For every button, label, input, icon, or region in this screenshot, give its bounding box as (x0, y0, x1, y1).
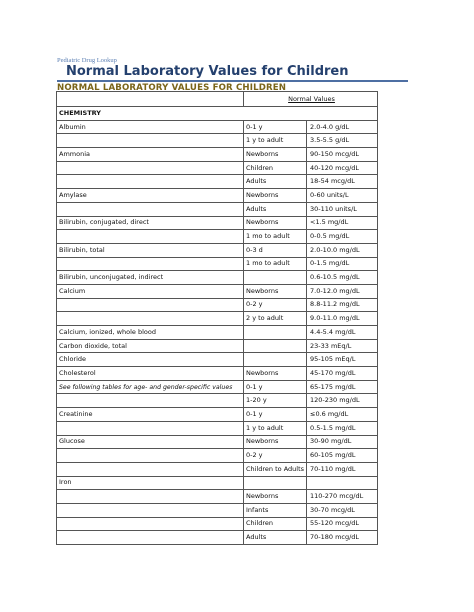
table-row (57, 271, 378, 285)
test-name-cell (57, 134, 244, 148)
section-row-chemistry (57, 107, 378, 121)
normal-value-cell: 30-90 mg/dL (307, 435, 378, 449)
section-label: CHEMISTRY (57, 107, 378, 121)
age-group-cell: 1 y to adult (244, 421, 307, 435)
age-group-cell: 0-2 y (244, 449, 307, 463)
normal-value-cell: 0.5-1.5 mg/dL (307, 421, 378, 435)
table-row (57, 161, 378, 175)
age-group-cell: Adults (244, 202, 307, 216)
normal-value-cell: 70-180 mcg/dL (307, 531, 378, 545)
test-name-cell (57, 312, 244, 326)
test-name-cell (57, 257, 244, 271)
age-group-cell: Newborns (244, 284, 307, 298)
table-row (57, 435, 378, 449)
table-row (57, 243, 378, 257)
table-row (57, 216, 378, 230)
test-name-cell: Bilirubin, unconjugated, indirect (57, 271, 244, 285)
table-row (57, 120, 378, 134)
source-caption: Pediatric Drug Lookup (57, 57, 117, 64)
normal-value-cell: 30-70 mcg/dL (307, 503, 378, 517)
test-name-cell (57, 462, 244, 476)
age-group-cell: Adults (244, 531, 307, 545)
table-row (57, 476, 378, 490)
test-name-cell (57, 394, 244, 408)
age-group-cell: 0-1 y (244, 380, 307, 394)
normal-value-cell: 0-1.5 mg/dL (307, 257, 378, 271)
test-name-cell (57, 490, 244, 504)
table-header-row (57, 92, 378, 107)
age-group-cell (244, 339, 307, 353)
table-row (57, 367, 378, 381)
normal-value-cell (307, 476, 378, 490)
test-name-cell: Amylase (57, 189, 244, 203)
test-name-cell: Ammonia (57, 148, 244, 162)
age-group-cell: Children (244, 517, 307, 531)
normal-value-cell: 4.4-5.4 mg/dL (307, 326, 378, 340)
table-row (57, 421, 378, 435)
normal-value-cell: 65-175 mg/dL (307, 380, 378, 394)
test-name-cell: Carbon dioxide, total (57, 339, 244, 353)
test-name-cell: See following tables for age- and gender-specific values (57, 380, 244, 394)
normal-value-cell: 55-120 mcg/dL (307, 517, 378, 531)
table-row (57, 189, 378, 203)
table-row (57, 380, 378, 394)
test-name-cell (57, 175, 244, 189)
table-row (57, 531, 378, 545)
normal-value-cell: 45-170 mg/dL (307, 367, 378, 381)
normal-value-cell: 110-270 mcg/dL (307, 490, 378, 504)
age-group-cell: Children to Adults (244, 462, 307, 476)
normal-value-cell: 18-54 mcg/dL (307, 175, 378, 189)
test-name-cell (57, 161, 244, 175)
table-row (57, 517, 378, 531)
normal-value-cell: 120-230 mg/dL (307, 394, 378, 408)
normal-value-cell: ≤0.6 mg/dL (307, 408, 378, 422)
age-group-cell: Children (244, 161, 307, 175)
test-name-cell: Bilirubin, conjugated, direct (57, 216, 244, 230)
test-name-cell: Albumin (57, 120, 244, 134)
test-name-cell: Calcium (57, 284, 244, 298)
normal-value-cell: 60-105 mg/dL (307, 449, 378, 463)
test-name-cell (57, 421, 244, 435)
column-header-label: Normal Values (288, 94, 335, 103)
test-name-cell (57, 503, 244, 517)
table-row (57, 339, 378, 353)
age-group-cell: 0-3 d (244, 243, 307, 257)
table-row (57, 134, 378, 148)
age-group-cell: Adults (244, 175, 307, 189)
table-row (57, 490, 378, 504)
section-heading: NORMAL LABORATORY VALUES FOR CHILDREN (57, 83, 287, 93)
age-group-cell: 1 mo to adult (244, 257, 307, 271)
test-name-cell: Iron (57, 476, 244, 490)
age-group-cell (244, 326, 307, 340)
normal-value-cell: <1.5 mg/dL (307, 216, 378, 230)
test-name-cell: Chloride (57, 353, 244, 367)
table-row (57, 148, 378, 162)
table-body (57, 107, 378, 545)
age-group-cell: Infants (244, 503, 307, 517)
table-row (57, 462, 378, 476)
table-row (57, 503, 378, 517)
age-group-cell: Newborns (244, 189, 307, 203)
table-row (57, 408, 378, 422)
normal-value-cell: 8.8-11.2 mg/dL (307, 298, 378, 312)
test-name-cell (57, 517, 244, 531)
age-group-cell: 0-2 y (244, 298, 307, 312)
age-group-cell (244, 476, 307, 490)
table-row (57, 298, 378, 312)
age-group-cell: Newborns (244, 367, 307, 381)
test-name-cell (57, 202, 244, 216)
normal-value-cell: 90-150 mcg/dL (307, 148, 378, 162)
age-group-cell: 2 y to adult (244, 312, 307, 326)
table-row (57, 449, 378, 463)
age-group-cell: 1 mo to adult (244, 230, 307, 244)
normal-value-cell: 2.0-10.0 mg/dL (307, 243, 378, 257)
age-group-cell (244, 271, 307, 285)
age-group-cell: Newborns (244, 435, 307, 449)
test-name-cell: Calcium, ionized, whole blood (57, 326, 244, 340)
normal-value-cell: 3.5-5.5 g/dL (307, 134, 378, 148)
table-row (57, 326, 378, 340)
normal-value-cell: 23-33 mEq/L (307, 339, 378, 353)
test-name-cell: Cholesterol (57, 367, 244, 381)
table-row (57, 175, 378, 189)
test-name-cell (57, 298, 244, 312)
age-group-cell: Newborns (244, 148, 307, 162)
test-name-cell: Bilirubin, total (57, 243, 244, 257)
normal-value-cell: 7.0-12.0 mg/dL (307, 284, 378, 298)
normal-value-cell: 0-0.5 mg/dL (307, 230, 378, 244)
table-row (57, 284, 378, 298)
normal-value-cell: 2.0-4.0 g/dL (307, 120, 378, 134)
normal-value-cell: 30-110 units/L (307, 202, 378, 216)
title-divider (57, 80, 408, 82)
header-blank-cell (57, 92, 244, 107)
table-row (57, 202, 378, 216)
normal-value-cell: 40-120 mcg/dL (307, 161, 378, 175)
page-title: Normal Laboratory Values for Children (66, 64, 349, 79)
test-name-cell (57, 449, 244, 463)
test-name-cell: Creatinine (57, 408, 244, 422)
age-group-cell (244, 353, 307, 367)
age-group-cell: 1-20 y (244, 394, 307, 408)
test-name-cell: Glucose (57, 435, 244, 449)
age-group-cell: 0-1 y (244, 120, 307, 134)
table-row (57, 394, 378, 408)
normal-value-cell: 70-110 mg/dL (307, 462, 378, 476)
age-group-cell: 0-1 y (244, 408, 307, 422)
table-row (57, 230, 378, 244)
test-name-cell (57, 230, 244, 244)
age-group-cell: Newborns (244, 490, 307, 504)
normal-value-cell: 0-60 units/L (307, 189, 378, 203)
test-name-cell (57, 531, 244, 545)
normal-value-cell: 0.6-10.5 mg/dL (307, 271, 378, 285)
table-row (57, 257, 378, 271)
table-row (57, 353, 378, 367)
column-header-normal-values (244, 92, 378, 107)
age-group-cell: Newborns (244, 216, 307, 230)
normal-value-cell: 95-105 mEq/L (307, 353, 378, 367)
lab-values-table (56, 91, 378, 545)
normal-value-cell: 9.0-11.0 mg/dL (307, 312, 378, 326)
age-group-cell: 1 y to adult (244, 134, 307, 148)
table-row (57, 312, 378, 326)
